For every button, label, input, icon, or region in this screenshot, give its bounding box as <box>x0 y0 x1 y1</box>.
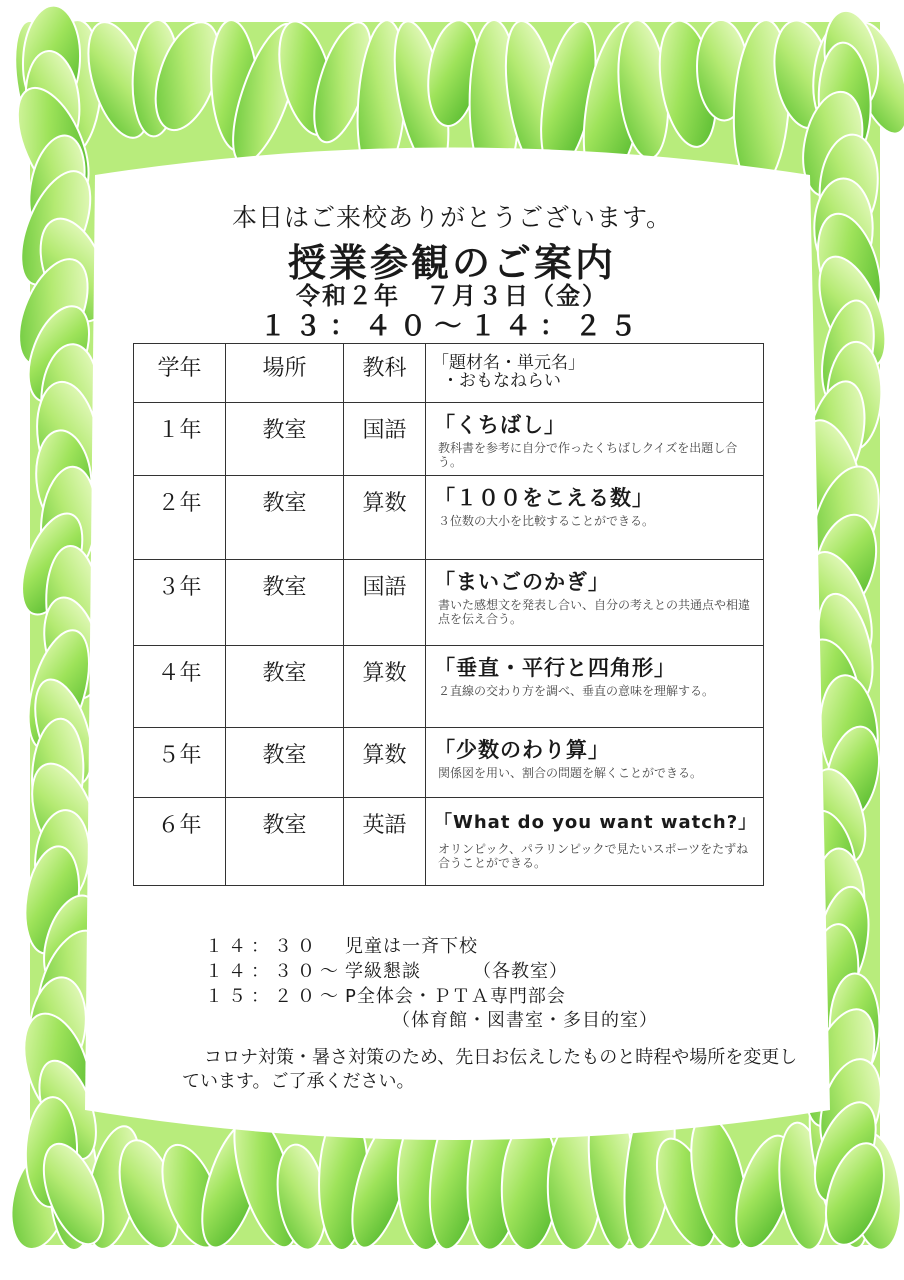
place-cell: 教室 <box>226 728 344 798</box>
grade-cell: ２年 <box>134 476 226 560</box>
after-text: 児童は一斉下校 <box>345 936 478 957</box>
notice-text: コロナ対策・暑さ対策のため、先日お伝えしたものと時程や場所を変更しています。ご了承ください。 <box>182 1047 798 1092</box>
subject-cell: 英語 <box>344 798 426 886</box>
table-row <box>134 560 764 646</box>
place-cell: 教室 <box>226 560 344 646</box>
grade-cell: １年 <box>134 403 226 476</box>
unit-title: 「１００をこえる数」 <box>434 486 654 510</box>
after-schedule-item <box>205 932 478 958</box>
header-description <box>426 344 764 403</box>
table-row <box>134 798 764 886</box>
header-place: 場所 <box>226 344 344 403</box>
after-time: １４：３０ <box>205 936 320 957</box>
header-desc-line1: 「題材名・単元名」 <box>432 353 585 373</box>
after-text: P全体会・ＰＴＡ専門部会 <box>345 986 566 1007</box>
table-row <box>134 646 764 728</box>
subject-cell: 算数 <box>344 646 426 728</box>
unit-aim: 関係図を用い、割合の問題を解くことができる。 <box>438 766 703 780</box>
after-place-note: （体育館・図書室・多目的室） <box>392 1010 658 1031</box>
place-cell: 教室 <box>226 403 344 476</box>
table-header-row <box>134 344 764 403</box>
place-cell: 教室 <box>226 476 344 560</box>
event-time: １３：４０～１４：２５ <box>259 311 645 342</box>
unit-aim: オリンピック、パラリンピックで見たいスポーツをたずね合うことができる。 <box>438 842 749 870</box>
place-cell: 教室 <box>226 798 344 886</box>
unit-title: 「まいごのかぎ」 <box>434 570 610 594</box>
description-cell <box>426 728 764 798</box>
unit-title: 「What do you want watch?」 <box>434 812 758 833</box>
description-cell <box>426 403 764 476</box>
subject-cell: 算数 <box>344 728 426 798</box>
after-time: １４：３０～ <box>205 961 343 982</box>
subject-cell: 国語 <box>344 560 426 646</box>
event-date: 令和２年 ７月３日（金） <box>296 282 608 310</box>
subject-cell: 国語 <box>344 403 426 476</box>
place-cell: 教室 <box>226 646 344 728</box>
unit-aim: ２直線の交わり方を調べ、垂直の意味を理解する。 <box>438 684 715 698</box>
greeting-text: 本日はご来校ありがとうございます。 <box>231 203 672 232</box>
subject-cell: 算数 <box>344 476 426 560</box>
grade-cell: ３年 <box>134 560 226 646</box>
table-row <box>134 728 764 798</box>
grade-cell: ６年 <box>134 798 226 886</box>
after-schedule-item <box>205 982 566 1008</box>
unit-aim: 教科書を参考に自分で作ったくちばしクイズを出題し合う。 <box>438 441 738 469</box>
grade-cell: ５年 <box>134 728 226 798</box>
after-schedule-item <box>205 957 568 983</box>
description-cell <box>426 560 764 646</box>
unit-title: 「くちばし」 <box>434 413 566 437</box>
unit-title: 「垂直・平行と四角形」 <box>434 656 676 680</box>
after-note: （各教室） <box>473 961 568 982</box>
description-cell <box>426 798 764 886</box>
unit-aim: 書いた感想文を発表し合い、自分の考えとの共通点や相違点を伝え合う。 <box>438 598 751 626</box>
header-subject: 教科 <box>344 344 426 403</box>
unit-title: 「少数のわり算」 <box>434 738 610 762</box>
after-time: １５：２０～ <box>205 986 343 1007</box>
after-text: 学級懇談 <box>345 961 421 982</box>
header-desc-line2: ・おもなねらい <box>442 371 561 391</box>
description-cell <box>426 646 764 728</box>
header-grade: 学年 <box>134 344 226 403</box>
table-row <box>134 403 764 476</box>
grade-cell: ４年 <box>134 646 226 728</box>
page-title: 授業参観のご案内 <box>287 241 616 285</box>
unit-aim: ３位数の大小を比較することができる。 <box>438 514 655 528</box>
description-cell <box>426 476 764 560</box>
class-schedule-table <box>133 343 764 886</box>
table-row <box>134 476 764 560</box>
